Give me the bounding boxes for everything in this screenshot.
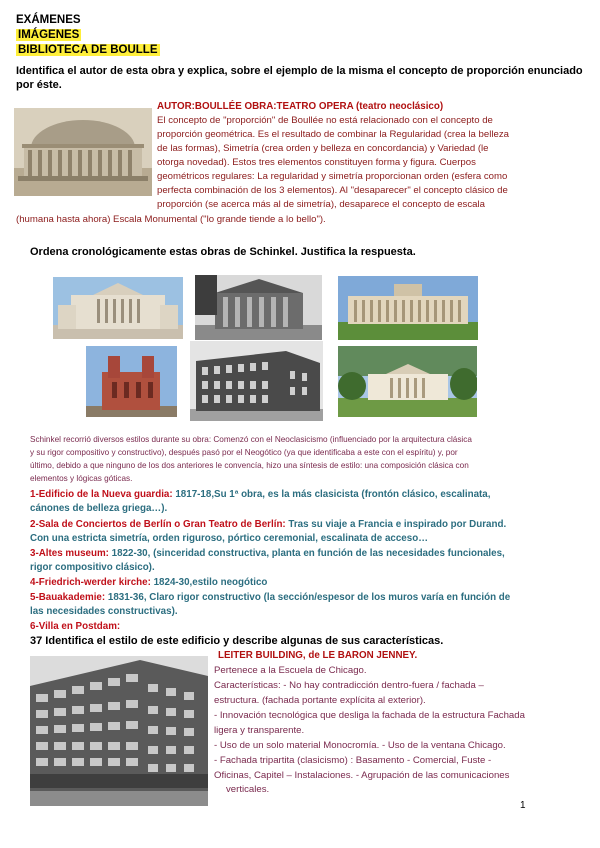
neue-wache-image	[195, 275, 322, 340]
q2-item-6	[30, 620, 120, 634]
q1-line-3: de las formas), Simetría (crea orden y belleza en concordancia) y Variedad (le	[157, 143, 489, 154]
q3-line-9: verticales.	[226, 784, 270, 795]
q2-item-2-title: 2-Sala de Conciertos de Berlín o Gran Teatro de Berlín:	[30, 519, 286, 530]
q2-intro-line-2: y su rigor compositivo y constructivo), después pasó por el Neogótico (ya que identificaba a este con el espíritu) y, por	[30, 448, 458, 457]
q2-item-5	[30, 591, 510, 605]
page-number: 1	[520, 800, 526, 811]
q1-line-6: perfecta combinación de los 3 elementos). Al "desaparecer" el concepto clásico de	[157, 185, 508, 196]
q2-item-3-title: 3-Altes museum:	[30, 548, 109, 559]
bauakademie-image	[190, 341, 323, 421]
q1-line-1: El concepto de "proporción" de Boullée no está relacionado con el concepto de	[157, 115, 493, 126]
q2-item-4	[30, 576, 267, 590]
q2-question: Ordena cronológicamente estas obras de Schinkel. Justifica la respuesta.	[30, 246, 416, 258]
q2-item-5-text: 1831-36, Claro rigor constructivo (la sección/espesor de los muros varía en función de	[105, 592, 511, 603]
q2-item-3-line-2: rigor compositivo clásico).	[30, 562, 155, 573]
q2-item-5-title: 5-Bauakademie:	[30, 592, 106, 603]
q2-item-1-text: 1817-18,Su 1ª obra, es la más clasicista (frontón clásico, escalinata,	[172, 489, 491, 500]
q3-line-5: ligera y transparente.	[214, 725, 305, 736]
schauspielhaus-image	[53, 277, 183, 339]
q3-answer-title: LEITER BUILDING, de LE BARON JENNEY.	[218, 650, 418, 661]
q3-line-3: estructura. (fachada portante explícita al exterior).	[214, 695, 426, 706]
q2-item-5-line-2: las necesidades constructivas).	[30, 606, 178, 617]
q3-line-4: - Innovación tecnológica que desliga la fachada de la estructura Fachada	[214, 710, 525, 721]
q1-line-2: proporción geométrica. Es el resultado de combinar la Regularidad (crea la belleza	[157, 129, 509, 140]
q3-question: 37 Identifica el estilo de este edificio y describe algunas de sus características.	[30, 635, 444, 647]
friedrichswerder-kirche-image	[86, 346, 177, 417]
q3-line-6: - Uso de un solo material Monocromía. - Uso de la ventana Chicago.	[214, 740, 506, 751]
boullee-opera-image	[14, 108, 152, 196]
q2-item-3-text: 1822-30, (sinceridad constructiva, planta en función de las necesidades funcionales,	[108, 548, 505, 559]
q3-line-2: Características: - No hay contradicción dentro-fuera / fachada –	[214, 680, 484, 691]
q3-line-7: - Fachada tripartita (clasicismo) : Basamento - Comercial, Fuste -	[214, 755, 492, 766]
q2-item-1-title: 1-Edificio de la Nueva guardia:	[30, 489, 173, 500]
q1-line-7: proporción (se acerca más al de simetría), desaparece el concepto de escala	[157, 199, 485, 210]
q2-item-4-title: 4-Friedrich-werder kirche:	[30, 577, 151, 588]
q3-line-8: Oficinas, Capitel – Instalaciones. - Agrupación de las comunicaciones	[214, 770, 510, 781]
q1-line-8: (humana hasta ahora) Escala Monumental ("lo grande tiende a lo bello").	[16, 214, 326, 225]
q2-intro-line-3: último, debido a que ninguno de los dos anteriores le convencía, hizo una síntesis de estilo: una composición clásica con	[30, 461, 469, 470]
altes-museum-image	[338, 276, 478, 340]
header-biblioteca-text: BIBLIOTECA DE BOULLE	[18, 44, 158, 56]
q2-item-4-text: 1824-30,estilo neogótico	[150, 577, 268, 588]
q2-item-3	[30, 547, 505, 561]
q1-answer-title: AUTOR:BOULLÉE OBRA:TEATRO OPERA (teatro neoclásico)	[157, 101, 444, 112]
q2-item-6-title: 6-Villa en Postdam:	[30, 621, 121, 632]
q2-item-2-text: Tras su viaje a Francia e inspirado por Durand.	[285, 519, 507, 530]
q3-line-1: Pertenece a la Escuela de Chicago.	[214, 665, 367, 676]
header-imagenes	[16, 28, 81, 43]
villa-postdam-image	[338, 346, 477, 417]
leiter-building-image	[30, 656, 208, 806]
header-imagenes-text: IMÁGENES	[18, 29, 80, 41]
q1-question: Identifica el autor de esta obra y explica, sobre el ejemplo de la misma el concepto de proporción enunciado por éste.	[16, 65, 583, 91]
q2-item-2	[30, 518, 506, 532]
q2-item-2-line-2: Con una estricta simetría, orden riguroso, pórtico ceremonial, escalinata de acceso…	[30, 533, 428, 544]
header-examenes: EXÁMENES	[16, 14, 81, 26]
q2-intro-line-1: Schinkel recorrió diversos estilos durante su obra: Comenzó con el Neoclasicismo (influenciado por la arquitectura clásica	[30, 435, 472, 444]
q1-line-4: otorga novedad). Estos tres elementos constituyen forma y figura. Cuerpos	[157, 157, 476, 168]
header-biblioteca	[16, 43, 160, 58]
q1-line-5: geométricos regulares: La regularidad y simetría proporcionan orden (esfera como	[157, 171, 508, 182]
q2-item-1-line-2: cánones de belleza griega…).	[30, 503, 168, 514]
q2-item-1	[30, 488, 490, 502]
q2-intro-line-4: elementos y lógicas góticas.	[30, 474, 133, 483]
